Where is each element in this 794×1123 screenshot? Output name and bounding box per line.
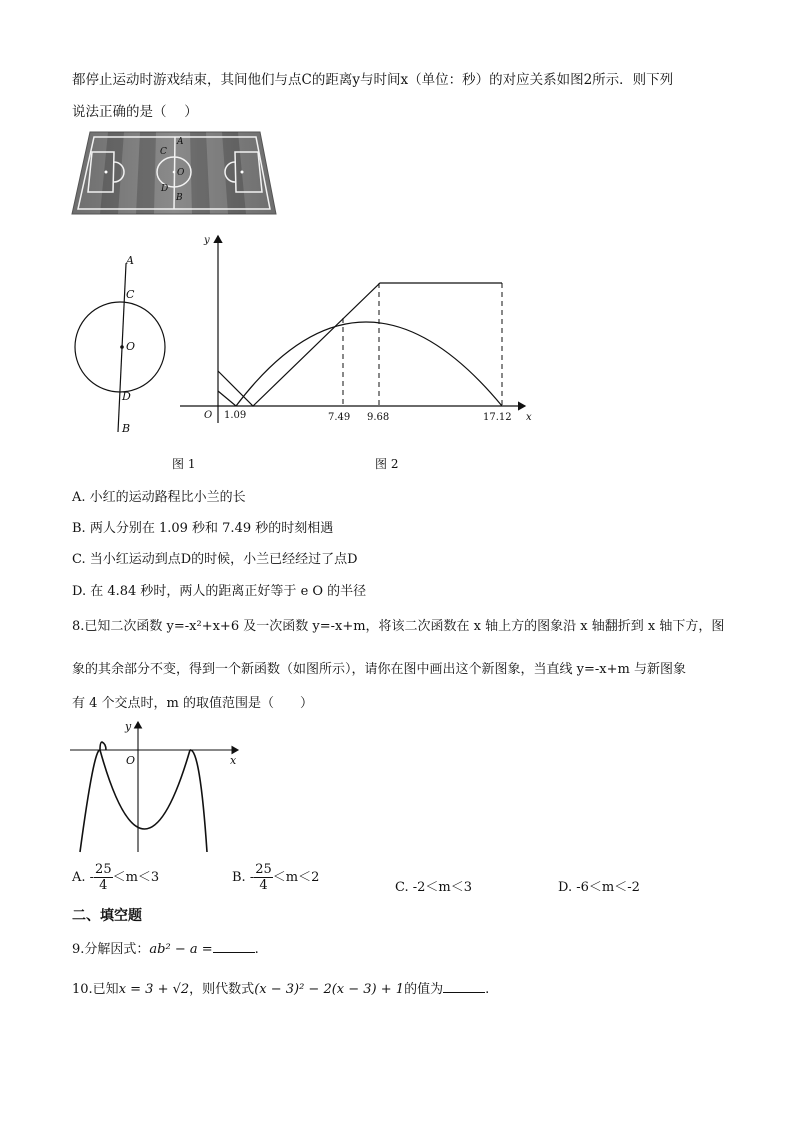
field-label-c: C — [160, 147, 167, 157]
q7-option-c: C. 当小红运动到点D的时候，小兰已经经过了点D — [72, 552, 358, 567]
field-label-o: O — [177, 168, 185, 178]
fig1-label-o: O — [126, 340, 136, 353]
q8-x-label: x — [230, 754, 237, 767]
q10-answer-blank[interactable] — [443, 980, 485, 993]
q7-intro-line1: 都停止运动时游戏结束，其间他们与点C的距离y与时间x（单位：秒）的对应关系如图2所示．则下列 — [72, 72, 674, 88]
fig2-y-label: y — [204, 235, 210, 246]
fig1-label-d: D — [122, 390, 131, 403]
q10: 10.已知x = 3 + √2，则代数式(x − 3)² − 2(x − 3) + 1的值为 . — [72, 982, 490, 997]
fig2-tick-1: 1.09 — [224, 410, 247, 421]
q7-option-d: D. 在 4.84 秒时，两人的距离正好等于 e O 的半径 — [72, 584, 367, 599]
fig1-label-c: C — [126, 288, 135, 301]
q9: 9.分解因式：ab² − a = . — [72, 942, 259, 957]
q8-y-label: y — [125, 720, 132, 733]
q8-option-d: D. -6＜m＜-2 — [558, 880, 640, 895]
fig1-caption: 图 1 — [172, 457, 196, 471]
fig1-label-a: A — [126, 254, 134, 267]
q8-line2: 象的其余部分不变，得到一个新函数（如图所示），请你在图中画出这个新图象，当直线 y=-x+m 与新图象 — [72, 662, 686, 677]
soccer-field-image — [70, 130, 278, 216]
field-label-a: A — [177, 137, 184, 147]
fig2-tick-2: 7.49 — [328, 412, 351, 423]
q8-line3: 有 4 个交点时，m 的取值范围是（ ） — [72, 696, 313, 711]
q7-intro-line2: 说法正确的是（ ） — [72, 104, 198, 120]
q7-option-b: B. 两人分别在 1.09 秒和 7.49 秒的时刻相遇 — [72, 521, 334, 536]
q8-option-b: B. - $\frac{25}{4}$ ＜m＜2 — [232, 862, 320, 893]
figure-2-graph — [180, 228, 540, 428]
fig2-caption: 图 2 — [375, 457, 399, 471]
fig1-label-b: B — [122, 422, 131, 435]
field-label-b: B — [176, 193, 183, 203]
figure-1-circle — [70, 250, 180, 440]
q8-option-a: A. - $\frac{25}{4}$ ＜m＜3 — [72, 862, 160, 893]
q8-origin: O — [126, 754, 136, 767]
fig2-tick-3: 9.68 — [367, 412, 390, 423]
q8-line1: 8.已知二次函数 y=-x²+x+6 及一次函数 y=-x+m，将该二次函数在 x 轴上方的图象沿 x 轴翻折到 x 轴下方，图 — [72, 619, 725, 634]
q9-answer-blank[interactable] — [213, 940, 255, 953]
fig2-x-label: x — [526, 412, 532, 423]
field-label-d: D — [161, 184, 169, 194]
q7-option-a: A. 小红的运动路程比小兰的长 — [72, 490, 246, 505]
fig2-origin: O — [204, 410, 213, 421]
fig2-tick-4: 17.12 — [483, 412, 512, 423]
section-title-fill-blank: 二、填空题 — [72, 908, 142, 924]
q8-option-c: C. -2＜m＜3 — [395, 880, 473, 895]
q8-graph — [70, 718, 250, 856]
